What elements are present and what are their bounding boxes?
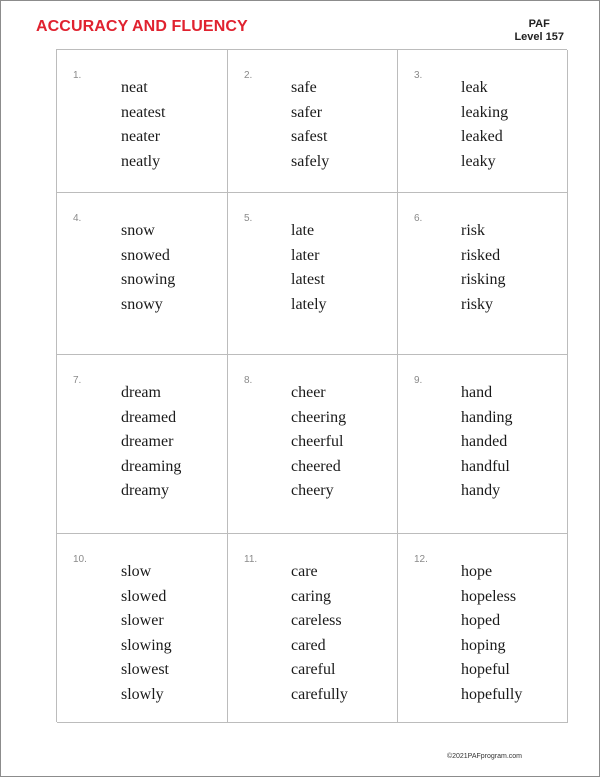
cell-number: 10. [73,554,87,565]
word: cared [291,636,326,654]
word-cell [228,355,398,534]
word: hopeless [461,587,517,605]
word: hoping [461,636,506,654]
page-title: ACCURACY AND FLUENCY [36,18,248,35]
word-list [291,560,348,708]
word: risk [461,222,485,239]
word: neatly [121,152,161,170]
word: careless [291,612,342,630]
word: slower [121,612,164,630]
word-list [461,381,513,504]
word: snowing [121,271,176,289]
word: hand [461,384,493,401]
word: cheer [291,384,326,401]
word-cell [228,50,398,193]
word: neatest [121,103,166,121]
word-list [291,76,329,174]
word: dreamed [121,408,177,426]
word: safer [291,103,323,121]
cell-number: 4. [73,213,82,224]
word-cell [57,355,228,534]
word-list [291,381,346,504]
word: handed [461,433,508,451]
word: latest [291,271,325,289]
word-cell [57,534,228,723]
cell-number: 6. [414,213,423,224]
word: cheering [291,408,347,426]
word: hopefully [461,685,523,703]
word: safe [291,79,317,96]
word-list [461,560,522,708]
copyright-footer: ©2021PAFprogram.com [446,753,522,760]
word: careful [291,661,336,679]
word: handful [461,457,510,475]
word-cell [398,50,568,193]
word-cell [228,193,398,355]
word: leaky [461,152,496,170]
word-cell [57,50,228,193]
word: neater [121,128,161,146]
word: safely [291,152,330,170]
word-cell [228,534,398,723]
word-grid [56,49,567,722]
word: carefully [291,685,348,703]
word: later [291,246,320,264]
word: care [291,563,318,580]
word: snow [121,222,155,239]
word: leaked [461,128,503,146]
word-cell [398,193,568,355]
word-list [121,219,175,317]
word-cell [57,193,228,355]
word-list [461,76,508,174]
word-list [121,560,172,708]
word: slowed [121,587,167,605]
word: slowing [121,636,172,654]
word-list [121,381,181,504]
word: risked [461,246,501,264]
cell-number: 9. [414,375,423,386]
word: lately [291,295,327,313]
word: hoped [461,612,501,630]
program-name: PAF [528,18,550,30]
word: hope [461,563,493,580]
word: late [291,222,315,239]
word: dreamer [121,433,174,451]
word-cell [398,355,568,534]
word: dream [121,384,161,401]
word-list [121,76,165,174]
word: slow [121,563,152,580]
word: snowed [121,246,170,264]
word: neat [121,79,148,96]
word: hopeful [461,661,510,679]
word: handing [461,408,513,426]
word: caring [291,587,331,605]
cell-number: 2. [244,70,253,81]
cell-number: 8. [244,375,253,386]
cell-number: 5. [244,213,253,224]
word: risky [461,295,493,313]
word-list [291,219,327,317]
cell-number: 12. [414,554,428,565]
cell-number: 7. [73,375,82,386]
word: slowly [121,685,164,703]
word: cheery [291,482,334,500]
program-level-label [514,18,564,44]
word: leak [461,79,488,96]
cell-number: 1. [73,70,82,81]
word: dreaming [121,457,182,475]
word: dreamy [121,482,169,500]
cell-number: 11. [244,554,258,565]
word: snowy [121,295,163,313]
word: risking [461,271,506,289]
level-label: Level 157 [514,31,564,43]
cell-number: 3. [414,70,423,81]
word-list [461,219,505,317]
word: cheerful [291,433,344,451]
word: safest [291,128,328,146]
word: slowest [121,661,169,679]
word: cheered [291,457,341,475]
word: handy [461,482,501,500]
word-cell [398,534,568,723]
word: leaking [461,103,509,121]
